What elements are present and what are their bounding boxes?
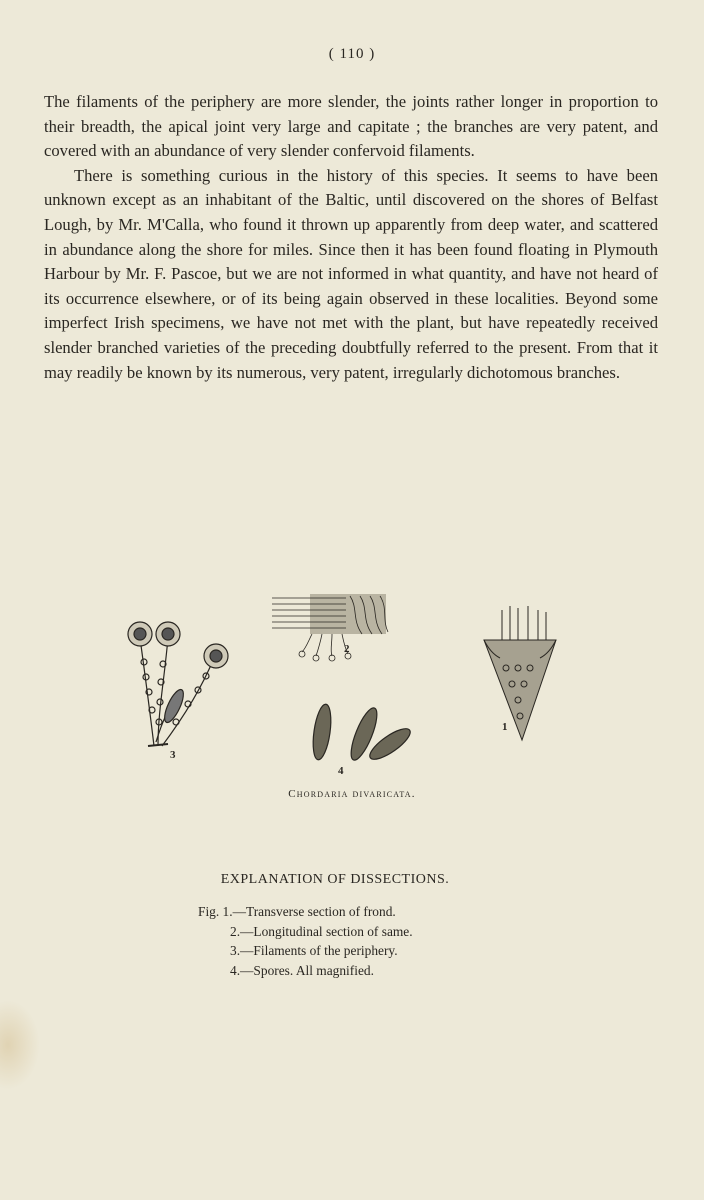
fig-2-label: 2 — [344, 643, 350, 655]
fig-3-filaments-drawing — [128, 622, 228, 746]
dissection-item: 3.—Filaments of the periphery. — [230, 943, 398, 959]
fig-4-label: 4 — [338, 765, 344, 777]
page-number: ( 110 ) — [328, 46, 376, 62]
dissection-list — [198, 902, 598, 980]
dissection-item: Fig. 1.—Transverse section of frond. — [198, 904, 396, 919]
explanation-title: EXPLANATION OF DISSECTIONS. — [220, 872, 450, 887]
fig-1-transverse-drawing — [484, 606, 556, 740]
dissection-item: 4.—Spores. All magnified. — [230, 962, 374, 978]
fig-4-spores-drawing — [310, 703, 414, 764]
fig-3-label: 3 — [170, 749, 176, 761]
fig-1-label: 1 — [502, 721, 508, 733]
body-text — [44, 90, 658, 385]
dissection-illustration — [110, 592, 590, 792]
fig-2-section-drawing — [272, 594, 388, 661]
paper-stain — [0, 1000, 40, 1090]
dissection-item: 2.—Longitudinal section of same. — [230, 923, 413, 939]
figure-caption: Chordaria divaricata. — [288, 788, 416, 800]
paragraph-2: There is something curious in the history of this species. It seems to have been unknown except as an inhabitant of the Baltic, until discovered on the shores of Belfast Lough, by Mr. M'Calla, who found it thrown up apparently from deep water, and scattered in abundance along the shore for miles. Since then it has been found floating in Plymouth Harbour by Mr. F. Pascoe, but we are not informed in what quantity, and have not heard of its occurrence elsewhere, or of its being again observed in these localities. Beyond some imperfect Irish specimens, we have not met with the plant, but have repeatedly received slender branched varieties of the preceding doubtfully referred to the present. From that it may readily be known by its numerous, very patent, irregularly dichotomous branches. — [44, 165, 658, 382]
dissection-drawing — [110, 592, 590, 792]
paragraph-1: The filaments of the periphery are more slender, the joints rather longer in proportion to their breadth, the apical joint very large and capitate ; the branches are very patent, and covered with an abundance of very slender confervoid filaments. — [44, 92, 658, 161]
